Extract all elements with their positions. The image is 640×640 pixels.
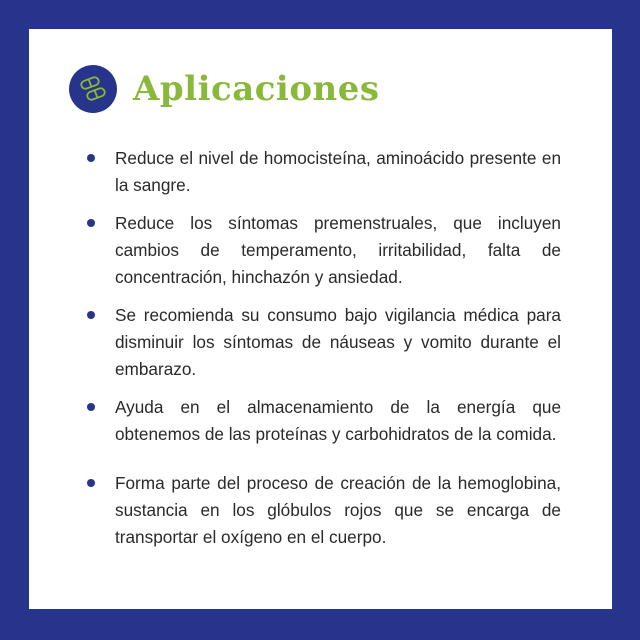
list-item-text: Reduce los síntomas premenstruales, que incluyen cambios de temperamento, irritabilidad, falta de concentración, hinchazón y ansiedad. [115,213,561,287]
capsule-pills-icon [69,65,117,113]
list-item-text: Forma parte del proceso de creación de la hemoglobina, sustancia en los glóbulos rojos que se encarga de transportar el oxígeno en el cuerpo. [115,473,561,547]
bullet-dot [87,154,95,162]
page-title: Aplicaciones [133,69,380,109]
list-item-text: Se recomienda su consumo bajo vigilancia médica para disminuir los síntomas de náuseas y vomito durante el embarazo. [115,305,561,379]
list-item [85,145,561,199]
bullet-dot [87,219,95,227]
content-card [29,29,612,609]
list-item [85,210,561,291]
bullet-dot [87,311,95,319]
list-item [85,302,561,383]
header [69,65,380,113]
list-item-text: Reduce el nivel de homocisteína, aminoácido presente en la sangre. [115,148,561,195]
list-item-text: Ayuda en el almacenamiento de la energía que obtenemos de las proteínas y carbohidratos de la comida. [115,397,561,444]
list-item [85,394,561,448]
bullet-dot [87,403,95,411]
bullet-dot [87,479,95,487]
applications-list [85,145,561,551]
list-item [85,470,561,551]
